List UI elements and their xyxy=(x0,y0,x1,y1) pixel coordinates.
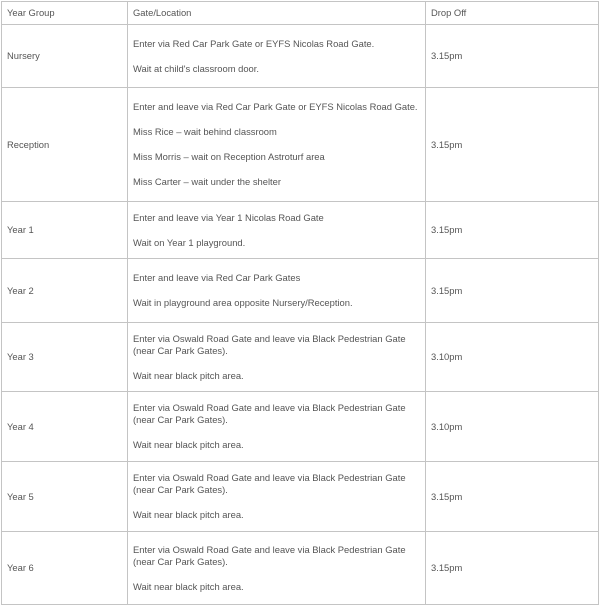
drop-off-cell: 3.15pm xyxy=(426,462,599,532)
drop-off-cell: 3.15pm xyxy=(426,532,599,605)
drop-off-cell: 3.15pm xyxy=(426,259,599,323)
year-group-cell: Year 5 xyxy=(2,462,128,532)
location-line: Wait near black pitch area. xyxy=(133,580,244,592)
location-line: Enter via Oswald Road Gate and leave via Black Pedestrian Gate (near Car Park Gates). xyxy=(133,543,406,567)
drop-off-cell: 3.15pm xyxy=(426,25,599,88)
table-row xyxy=(2,462,599,532)
location-cell xyxy=(128,25,426,88)
location-cell xyxy=(128,88,426,202)
location-cell xyxy=(128,532,426,605)
drop-off-cell: 3.15pm xyxy=(426,88,599,202)
location-line: Enter and leave via Red Car Park Gate or EYFS Nicolas Road Gate. xyxy=(133,101,418,112)
drop-off-schedule-table xyxy=(1,1,599,605)
table-row xyxy=(2,25,599,88)
location-line: Wait at child's classroom door. xyxy=(133,62,259,74)
year-group-cell: Year 1 xyxy=(2,202,128,259)
year-group-cell: Reception xyxy=(2,88,128,202)
table-header-row xyxy=(2,2,599,25)
drop-off-cell: 3.10pm xyxy=(426,323,599,392)
location-cell xyxy=(128,462,426,532)
location-line: Wait near black pitch area. xyxy=(133,369,244,381)
location-cell xyxy=(128,323,426,392)
table-row xyxy=(2,202,599,259)
year-group-cell: Year 6 xyxy=(2,532,128,605)
location-line: Wait near black pitch area. xyxy=(133,439,244,450)
location-line: Wait on Year 1 playground. xyxy=(133,236,246,248)
header-year-group: Year Group xyxy=(2,2,128,25)
table-row xyxy=(2,259,599,323)
table-row xyxy=(2,88,599,202)
location-line: Enter and leave via Year 1 Nicolas Road Gate xyxy=(133,211,324,223)
location-line: Miss Morris – wait on Reception Astroturf area xyxy=(133,151,325,162)
location-cell xyxy=(128,392,426,462)
location-line: Miss Rice – wait behind classroom xyxy=(133,126,277,137)
location-line: Enter via Oswald Road Gate and leave via Black Pedestrian Gate (near Car Park Gates). xyxy=(133,402,406,425)
location-line: Wait near black pitch area. xyxy=(133,509,244,520)
location-line: Enter and leave via Red Car Park Gates xyxy=(133,272,301,283)
year-group-cell: Year 3 xyxy=(2,323,128,392)
table-row xyxy=(2,323,599,392)
location-line: Miss Carter – wait under the shelter xyxy=(133,176,281,187)
location-line: Enter via Oswald Road Gate and leave via Black Pedestrian Gate (near Car Park Gates). xyxy=(133,332,406,356)
header-drop-off: Drop Off xyxy=(426,2,599,25)
location-cell xyxy=(128,259,426,323)
location-line: Enter via Red Car Park Gate or EYFS Nicolas Road Gate. xyxy=(133,37,375,49)
table-row xyxy=(2,532,599,605)
year-group-cell: Year 4 xyxy=(2,392,128,462)
location-line: Wait in playground area opposite Nursery/Reception. xyxy=(133,297,353,308)
location-cell xyxy=(128,202,426,259)
header-gate-location: Gate/Location xyxy=(128,2,426,25)
table-row xyxy=(2,392,599,462)
year-group-cell: Year 2 xyxy=(2,259,128,323)
year-group-cell: Nursery xyxy=(2,25,128,88)
drop-off-cell: 3.15pm xyxy=(426,202,599,259)
location-line: Enter via Oswald Road Gate and leave via Black Pedestrian Gate (near Car Park Gates). xyxy=(133,472,406,495)
drop-off-cell: 3.10pm xyxy=(426,392,599,462)
